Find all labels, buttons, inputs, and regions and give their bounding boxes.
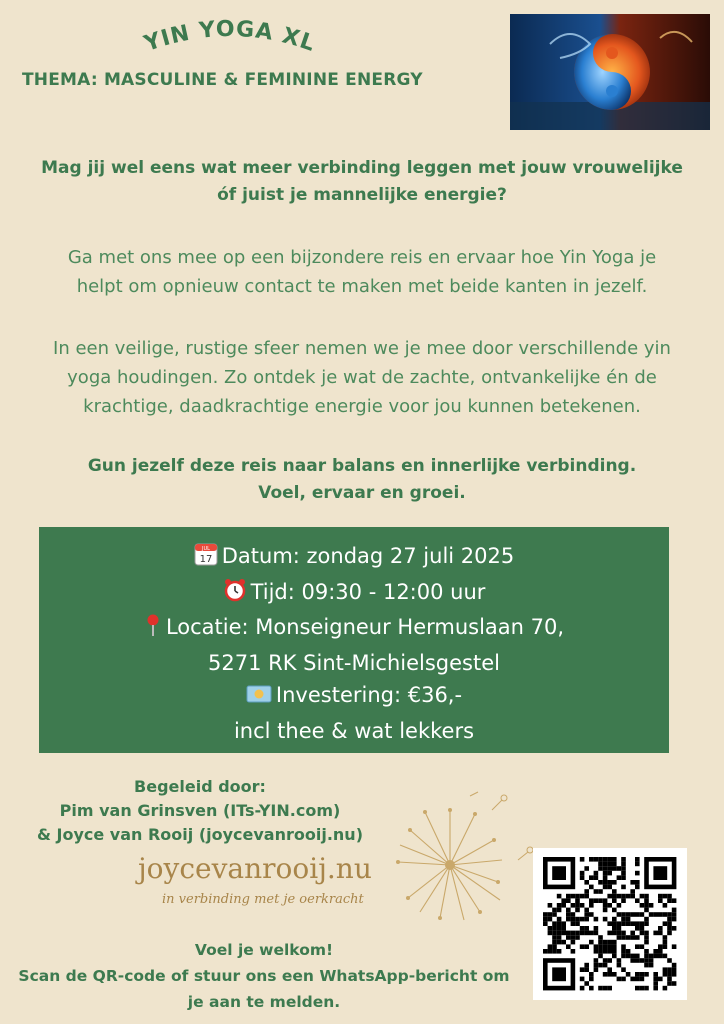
intro-p3-line1: In een veilige, rustige sfeer nemen we je mee door verschillende yin	[53, 338, 671, 359]
location-line1: Locatie: Monseigneur Hermuslaan 70,	[165, 615, 565, 639]
price-note: incl thee & wat lekkers	[233, 718, 475, 743]
logo-name: joycevanrooij.nu	[138, 852, 372, 885]
cta-line3: je aan te melden.	[187, 993, 341, 1011]
guides-block	[20, 775, 380, 847]
yin-yang-icon	[510, 14, 710, 130]
location-row	[39, 611, 669, 647]
intro-paragraph-2	[0, 243, 724, 301]
intro-p2-line2: helpt om opnieuw contact te maken met beide kanten in jezelf.	[76, 276, 648, 297]
logo-tagline: in verbinding met je oerkracht	[162, 892, 364, 907]
price-text: Investering: €36,-	[275, 683, 463, 707]
call-to-action	[0, 937, 528, 1015]
guides-line2: & Joyce van Rooij (joycevanrooij.nu)	[36, 825, 364, 844]
qr-code-icon	[533, 848, 687, 1000]
svg-text:YIN YOGA XL	[140, 17, 318, 57]
event-title-text: YIN YOGA XL	[141, 16, 319, 57]
closing-statement	[0, 453, 724, 507]
event-title	[115, 8, 345, 66]
price-row	[39, 679, 669, 715]
intro-paragraph-3	[0, 334, 724, 421]
event-info-box	[39, 527, 669, 753]
date-row	[39, 540, 669, 576]
theme-heading: THEMA: MASCULINE & FEMININE ENERGY	[22, 70, 423, 90]
time-row	[39, 576, 669, 612]
location-line2: 5271 RK Sint-Michielsgestel	[208, 650, 500, 675]
intro-question-line2: óf juist je mannelijke energie?	[217, 185, 507, 205]
date-text: Datum: zondag 27 juli 2025	[221, 544, 515, 568]
closing-line2: Voel, ervaar en groei.	[258, 483, 466, 503]
qr-code[interactable]	[533, 848, 687, 1000]
banknote-icon	[246, 682, 272, 715]
dandelion-icon	[380, 790, 540, 930]
guides-heading: Begeleid door:	[134, 777, 266, 796]
svg-text:17: 17	[199, 554, 213, 565]
pushpin-icon	[144, 613, 162, 647]
intro-p3-line2: yoga houdingen. Zo ontdek je wat de zachte, ontvankelijke én de	[67, 367, 657, 388]
alarm-clock-icon	[223, 578, 247, 612]
cta-line2: Scan de QR-code of stuur ons een WhatsApp-bericht om	[18, 967, 510, 985]
yin-yang-hero-image	[510, 14, 710, 130]
guides-line1: Pim van Grinsven (ITs-YIN.com)	[59, 801, 341, 820]
intro-question	[0, 155, 724, 209]
closing-line1: Gun jezelf deze reis naar balans en innerlijke verbinding.	[87, 456, 637, 476]
time-text: Tijd: 09:30 - 12:00 uur	[250, 579, 486, 604]
svg-text:JUL: JUL	[201, 546, 210, 552]
intro-p2-line1: Ga met ons mee op een bijzondere reis en ervaar hoe Yin Yoga je	[67, 247, 657, 268]
intro-p3-line3: krachtige, daadkrachtige energie voor jou kunnen betekenen.	[83, 396, 641, 417]
intro-question-line1: Mag jij wel eens wat meer verbinding leggen met jouw vrouwelijke	[41, 158, 683, 178]
calendar-icon	[194, 542, 218, 576]
cta-line1: Voel je welkom!	[194, 941, 334, 959]
